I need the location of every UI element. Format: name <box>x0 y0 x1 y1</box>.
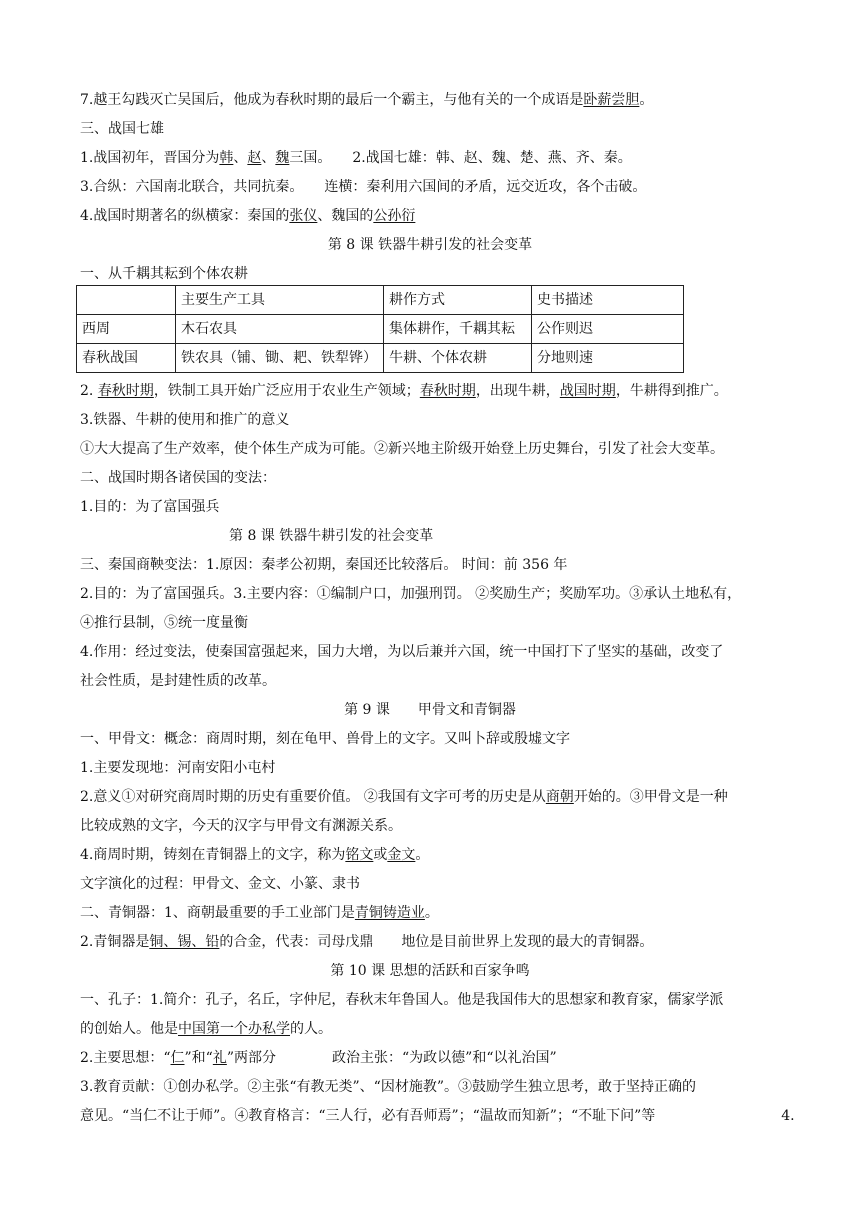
text-segment: 的创始人。他是 <box>80 1021 178 1037</box>
table-cell: 公作则迟 <box>532 315 684 344</box>
text-segment: 3.铁器、牛耕的使用和推广的意义 <box>80 412 290 428</box>
table-cell: 西周 <box>77 315 176 344</box>
text-segment: ，牛耕得到推广。 <box>615 383 728 399</box>
text-segment: 第 10 课 思想的活跃和百家争鸣 <box>330 963 530 979</box>
text-segment: 的人。 <box>290 1021 332 1037</box>
text-segment: 4.作用：经过变法，使秦国富强起来，国力大增，为以后兼并六国，统一中国打下了坚实的基础，改变了 <box>80 644 724 660</box>
underlined-term: 魏 <box>275 150 290 166</box>
section-heading <box>80 119 780 139</box>
underlined-term: 礼 <box>212 1050 227 1066</box>
lesson-title <box>80 961 780 981</box>
text-segment: 、 <box>233 150 248 166</box>
text-line <box>80 642 780 662</box>
text-line <box>80 932 780 952</box>
text-segment: 、魏国的 <box>317 208 374 224</box>
text-segment: 1.主要发现地：河南安阳小屯村 <box>80 760 276 776</box>
text-segment: 3.合纵：六国南北联合，共同抗秦。 连横：秦利用六国间的矛盾，远交近攻，各个击破。 <box>80 179 647 195</box>
text-segment: 2.青铜器是 <box>80 934 150 950</box>
underlined-term: 金文 <box>387 847 416 863</box>
text-line <box>80 845 780 865</box>
text-line <box>80 148 780 168</box>
table-header-row <box>77 286 684 315</box>
table-cell: 分地则速 <box>532 344 684 373</box>
text-line <box>80 1048 780 1068</box>
text-segment: 三、战国七雄 <box>80 121 164 137</box>
text-segment: 三国。 2.战国七雄：韩、赵、魏、楚、燕、齐、秦。 <box>289 150 632 166</box>
text-line <box>80 584 780 604</box>
table-row <box>77 315 684 344</box>
underlined-term: 青铜铸造业 <box>354 905 425 921</box>
text-line <box>80 1106 795 1126</box>
text-line <box>80 555 780 575</box>
text-line <box>80 177 780 197</box>
text-line <box>80 497 780 517</box>
underlined-term: 铜、锡、铅 <box>149 934 220 950</box>
text-line <box>80 787 780 807</box>
farming-tools-table <box>76 285 684 373</box>
text-segment: 第 8 课 铁器牛耕引发的社会变革 <box>327 237 533 253</box>
table-header-cell: 耕作方式 <box>384 286 532 315</box>
section-heading <box>80 729 780 749</box>
section-heading <box>80 468 780 488</box>
text-line <box>80 206 780 226</box>
text-segment: 2. <box>80 383 98 399</box>
text-segment: ，铁制工具开始广泛应用于农业生产领域； <box>153 383 420 399</box>
table-row <box>77 344 684 373</box>
text-segment: 一、从千耦其耘到个体农耕 <box>80 266 248 282</box>
text-segment: 1.目的：为了富国强兵 <box>80 499 220 515</box>
text-segment: 第 8 课 铁器牛耕引发的社会变革 <box>229 528 434 544</box>
table-cell: 春秋战国 <box>77 344 176 373</box>
underlined-term: 张仪 <box>289 208 318 224</box>
underlined-term: 仁 <box>170 1050 185 1066</box>
text-line <box>80 874 780 894</box>
section-heading <box>80 903 780 923</box>
text-segment: 二、战国时期各诸侯国的变法： <box>80 470 276 486</box>
text-segment: 、 <box>261 150 276 166</box>
underlined-term: 公孙衍 <box>373 208 416 224</box>
table-cell: 集体耕作，千耦其耘 <box>384 315 532 344</box>
text-segment: 开始的。③甲骨文是一种 <box>573 789 728 805</box>
text-line <box>80 90 780 110</box>
text-segment: 2.目的：为了富国强兵。3.主要内容：①编制户口，加强刑罚。 ②奖励生产；奖励军功。③承认土地私有， <box>80 586 742 602</box>
underlined-term: 商朝 <box>545 789 574 805</box>
underlined-term: 铭文 <box>345 847 374 863</box>
table-header-cell: 主要生产工具 <box>176 286 384 315</box>
text-segment: ④推行县制，⑤统一度量衡 <box>80 615 248 631</box>
text-line <box>80 816 780 836</box>
text-segment: 3.教育贡献：①创办私学。②主张“有教无类”、“因材施教”。③鼓励学生独立思考，敢于坚持正确的 <box>80 1079 696 1095</box>
text-segment: 意见。“当仁不让于师”。④教育格言：“三人行，必有吾师焉”；“温故而知新”；“不耻下问”等 4. <box>80 1108 795 1124</box>
text-segment: ，出现牛耕， <box>475 383 560 399</box>
text-segment: ①大大提高了生产效率，使个体生产成为可能。②新兴地主阶级开始登上历史舞台，引发了社会大变革。 <box>80 441 724 457</box>
lesson-title <box>80 700 780 720</box>
underlined-term: 春秋时期 <box>97 383 154 399</box>
underlined-term: 韩 <box>219 150 234 166</box>
table-cell: 铁农具（铺、锄、耙、铁犁铧） <box>176 344 384 373</box>
text-line <box>80 410 780 430</box>
text-segment: 文字演化的过程：甲骨文、金文、小篆、隶书 <box>80 876 360 892</box>
text-segment: 2.主要思想：“ <box>80 1050 171 1066</box>
text-segment: 三、秦国商鞅变法：1.原因：秦孝公初期，秦国还比较落后。 时间：前 356 年 <box>80 557 568 573</box>
section-heading <box>80 990 780 1010</box>
text-line <box>80 758 780 778</box>
underlined-term: 赵 <box>247 150 262 166</box>
text-segment: 或 <box>373 847 388 863</box>
underlined-term: 战国时期 <box>559 383 616 399</box>
section-heading <box>80 264 780 284</box>
underlined-term: 中国第一个办私学 <box>178 1021 290 1037</box>
text-segment: 。 <box>415 847 430 863</box>
text-segment: 比较成熟的文字，今天的汉字与甲骨文有渊源关系。 <box>80 818 402 834</box>
text-segment: 1.战国初年，晋国分为 <box>80 150 220 166</box>
text-segment: 7.越王勾践灭亡吴国后，他成为春秋时期的最后一个霸主，与他有关的一个成语是 <box>80 92 584 108</box>
text-segment: 。 <box>424 905 439 921</box>
lesson-title <box>229 526 629 546</box>
underlined-term: 卧薪尝胆 <box>583 92 640 108</box>
text-segment: 的合金，代表：司母戊鼎 地位是目前世界上发现的最大的青铜器。 <box>219 934 654 950</box>
underlined-term: 春秋时期 <box>419 383 476 399</box>
text-segment: 一、孔子：1.简介：孔子，名丘，字仲尼，春秋末年鲁国人。他是我国伟大的思想家和教育家，儒家学派 <box>80 992 724 1008</box>
text-segment: 社会性质，是封建性质的改革。 <box>80 673 276 689</box>
text-line <box>80 1077 780 1097</box>
text-line <box>80 381 780 401</box>
table-header-cell <box>77 286 176 315</box>
text-segment: 一、甲骨文：概念：商周时期，刻在龟甲、兽骨上的文字。又叫卜辞或殷墟文字 <box>80 731 570 747</box>
text-segment: ”和“ <box>184 1050 213 1066</box>
text-segment: ”两部分 政治主张：“为政以德”和“以礼治国” <box>226 1050 557 1066</box>
text-line <box>80 613 780 633</box>
text-segment: 4.战国时期著名的纵横家：秦国的 <box>80 208 290 224</box>
table-header-cell: 史书描述 <box>532 286 684 315</box>
text-segment: 2.意义①对研究商周时期的历史有重要价值。 ②我国有文字可考的历史是从 <box>80 789 546 805</box>
text-segment: 。 <box>639 92 654 108</box>
table-cell: 木石农具 <box>176 315 384 344</box>
text-line <box>80 1019 780 1039</box>
text-segment: 4.商周时期，铸刻在青铜器上的文字，称为 <box>80 847 346 863</box>
text-segment: 第 9 课 甲骨文和青铜器 <box>344 702 516 718</box>
text-line <box>80 439 780 459</box>
text-line <box>80 671 780 691</box>
text-segment: 二、青铜器：1、商朝最重要的手工业部门是 <box>80 905 355 921</box>
lesson-title <box>80 235 780 255</box>
table-cell: 牛耕、个体农耕 <box>384 344 532 373</box>
